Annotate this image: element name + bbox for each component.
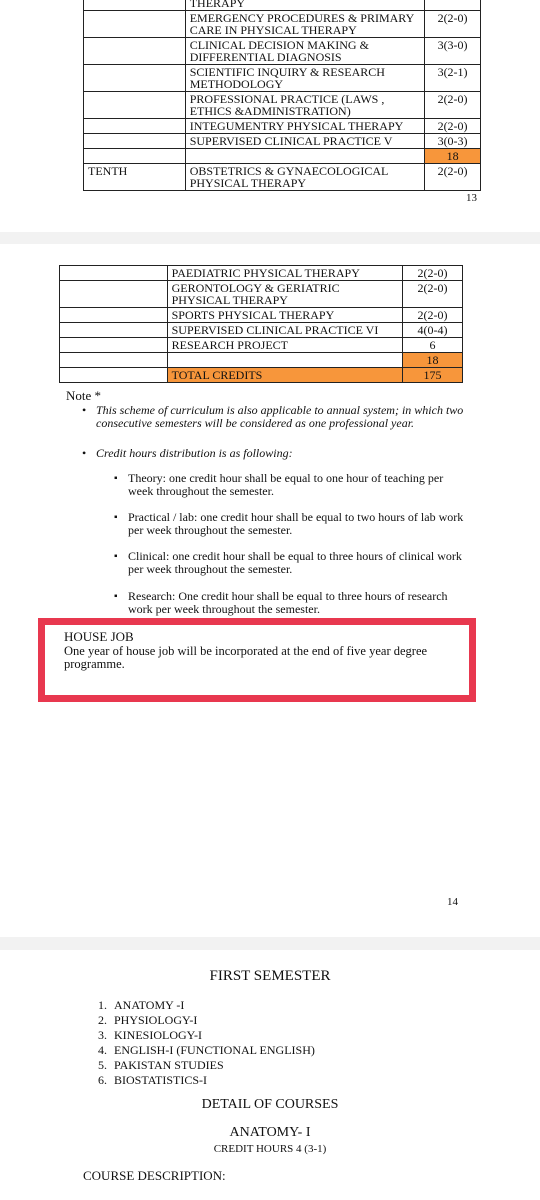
note-title: Note *	[66, 388, 102, 403]
table-row: PAEDIATRIC PHYSICAL THERAPY 2(2-0)	[60, 266, 463, 281]
table-row-subtotal: 18	[84, 149, 481, 164]
list-item: 1. ANATOMY -I	[98, 998, 185, 1012]
distribution-item-clinical: ▪ Clinical: one credit hour shall be equal to three hours of clinical work per week throughout the semester.	[128, 550, 468, 576]
distribution-item-practical: ▪ Practical / lab: one credit hour shall be equal to two hours of lab work per week throughout the semester.	[128, 511, 468, 537]
table-row: SCIENTIFIC INQUIRY & RESEARCH METHODOLOGY 3(2-1)	[84, 65, 481, 92]
page-number: 13	[466, 192, 477, 204]
distribution-item-research: ▪ Research: One credit hour shall be equal to three hours of research work per week throughout the semester.	[128, 590, 468, 616]
table-row: CLINICAL DECISION MAKING & DIFFERENTIAL DIAGNOSIS 3(3-0)	[84, 38, 481, 65]
curriculum-table-page-14	[59, 265, 463, 383]
note-bullet: • Credit hours distribution is as following:	[96, 447, 466, 460]
table-row: THERAPY	[84, 0, 481, 11]
distribution-item-theory: ▪ Theory: one credit hour shall be equal to one hour of teaching per week throughout the semester.	[128, 472, 468, 498]
list-item: 3. KINESIOLOGY-I	[98, 1028, 202, 1042]
house-job-text: One year of house job will be incorporated at the end of five year degree programme.	[64, 644, 428, 671]
table-row-total: TOTAL CREDITS 175	[60, 368, 463, 383]
course-list	[98, 998, 315, 1088]
table-row: SUPERVISED CLINICAL PRACTICE V 3(0-3)	[84, 134, 481, 149]
table-row: EMERGENCY PROCEDURES & PRIMARY CARE IN PHYSICAL THERAPY 2(2-0)	[84, 11, 481, 38]
table-row: INTEGUMENTRY PHYSICAL THERAPY 2(2-0)	[84, 119, 481, 134]
table-row: RESEARCH PROJECT 6	[60, 338, 463, 353]
table-row: SPORTS PHYSICAL THERAPY 2(2-0)	[60, 308, 463, 323]
list-item: 2. PHYSIOLOGY-I	[98, 1013, 198, 1027]
course-description-label: COURSE DESCRIPTION:	[83, 1168, 226, 1183]
detail-heading: DETAIL OF COURSES	[201, 1097, 339, 1112]
table-row: GERONTOLOGY & GERIATRIC PHYSICAL THERAPY 2(2-0)	[60, 281, 463, 308]
table-row-subtotal: 18	[60, 353, 463, 368]
list-item: 5. PAKISTAN STUDIES	[98, 1058, 224, 1072]
table-row: PROFESSIONAL PRACTICE (LAWS , ETHICS &ADMINISTRATION) 2(2-0)	[84, 92, 481, 119]
page-number: 14	[447, 896, 458, 908]
table-row: TENTH OBSTETRICS & GYNAECOLOGICAL PHYSICAL THERAPY 2(2-0)	[84, 164, 481, 191]
course-title: ANATOMY- I	[229, 1125, 311, 1140]
course-credit-hours: CREDIT HOURS 4 (3-1)	[213, 1143, 327, 1155]
note-bullet: • This scheme of curriculum is also applicable to annual system; in which two consecutive semesters will be considered as one professional year.	[96, 404, 466, 430]
curriculum-table-page-13	[83, 0, 481, 191]
house-job-title: HOUSE JOB	[64, 629, 134, 644]
list-item: 6. BIOSTATISTICS-I	[98, 1073, 208, 1087]
list-item: 4. ENGLISH-I (FUNCTIONAL ENGLISH)	[98, 1043, 315, 1057]
document-page-13	[0, 0, 540, 232]
semester-heading: FIRST SEMESTER	[209, 968, 331, 984]
table-row: SUPERVISED CLINICAL PRACTICE VI 4(0-4)	[60, 323, 463, 338]
